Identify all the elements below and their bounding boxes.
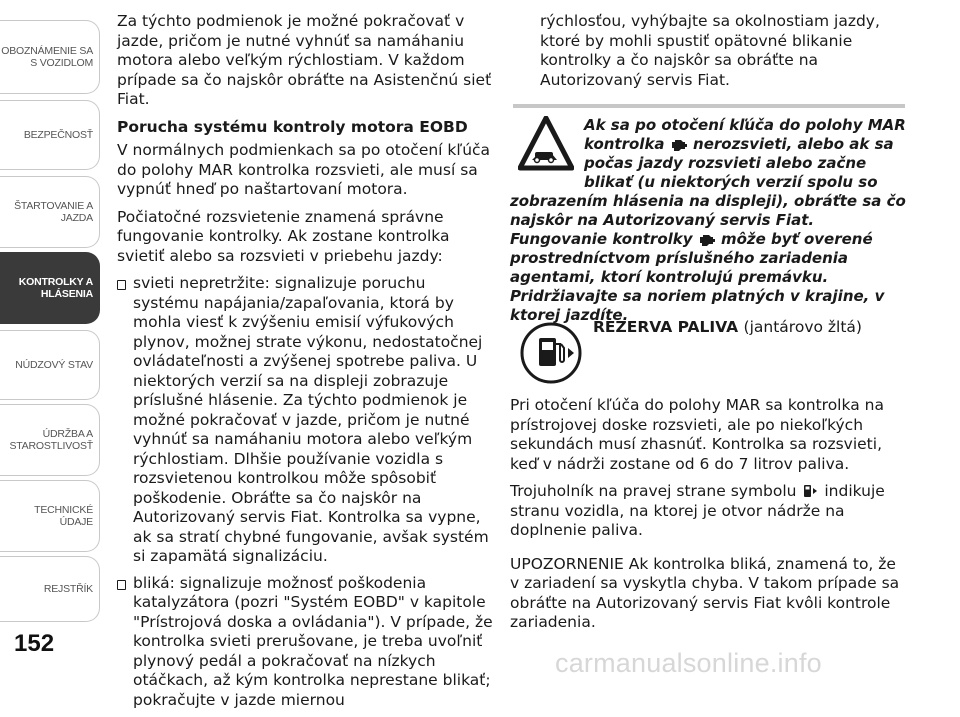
continuation-paragraph [510,12,910,98]
list-item-blinking [117,574,495,711]
fuel-reserve-heading [593,318,862,336]
fuel-reserve-icon [520,322,582,384]
warning-block [510,116,910,325]
list-item-steady-text: svieti nepretržite: signalizuje poruchu systému napájania/zapaľovania, ktorá by mohla viesť k zvýšeniu emisií výfukových plynov, možnej strate výkonu, nedostatočnej ovládateľnosti a zvýšenej spotrebe paliva. U niektorých verzií sa na displeji zobrazuje príslušné hlásenie. Za týchto podmienok je možné pokračovať v jazde, pričom je nutné vyhnúť sa namáhaniu motora alebo veľkým rýchlostiam. Dlhšie používanie vozidla s rozsvietenou kontrolkou môže spôsobiť poškodenie. Obráťte sa čo najskôr na Autorizovaný servis Fiat. Kontrolka sa vypne, ak sa stratí chybné fungovanie, avšak systém si zapamätá signalizáciu. [133,274,489,565]
page-number: 152 [14,630,55,657]
warning-text-c: môže byť overené prostredníctvom príslušného zariadenia agentami, ktorí kontrolujú premávku. Pridržiavajte sa noriem platných v krajine, v ktorej jazdíte. [510,230,885,324]
list-item-blinking-text: bliká: signalizuje možnosť poškodenia katalyzátora (pozri "Systém EOBD" v kapitole "Prístrojová doska a ovládania"). V prípade, že kontrolka svieti prerušovane, je treba uvoľniť plynový pedál a pokračovať na nízkych otáčkach, až kým kontrolka neprestane blikať; pokračujte v jazde miernou [133,573,493,709]
fuel-reserve-title: REZERVA PALIVA [593,318,739,336]
tab-nudzovy-stav[interactable]: NÚDZOVÝ STAV [0,330,100,400]
tab-technicke-udaje[interactable]: TECHNICKÉ ÚDAJE [0,480,100,552]
tab-oboznamenie[interactable]: OBOZNÁMENIE SA S VOZIDLOM [0,20,100,94]
warning-triangle-icon [518,116,574,172]
intro-paragraph: Za týchto podmienok je možné pokračovať v jazde, pričom je nutné vyhnúť sa namáhaniu motora alebo veľkým rýchlostiam. V každom prípade sa čo najskôr obráťte na Asistenčnú sieť Fiat. [117,12,492,108]
section-heading-eobd: Porucha systému kontroly motora EOBD [117,117,468,136]
list-item-steady [117,274,495,567]
fuel-paragraph-2a: Trojuholník na pravej strane symbolu [510,482,797,500]
warning-text-b: nerozsvieti, alebo ak sa počas jazdy rozsvieti alebo začne blikať (u niektorých verzií spolu so zobrazením hlásenia na displeji), obráťte sa čo najskôr na Autorizovaný servis Fiat. Fungovanie kontrolky [510,135,906,248]
tab-bezpecnost[interactable]: BEZPEČNOSŤ [0,100,100,170]
engine-icon [670,137,688,151]
watermark: carmanualsonline.info [555,648,822,678]
fuel-reserve-text [510,396,910,641]
tab-startovanie[interactable]: ŠTARTOVANIE A JAZDA [0,176,100,248]
tab-rejstrik[interactable]: REJSTŘÍK [0,556,100,622]
divider [513,104,905,108]
tab-kontrolky[interactable]: KONTROLKY A HLÁSENIA [0,252,100,324]
fuel-paragraph-3: UPOZORNENIE Ak kontrolka bliká, znamená to, že v zariadení sa vyskytla chyba. V takom prípade sa obráťte na Autorizovaný servis Fiat kvôli kontrole zariadenia. [510,554,900,631]
paragraph-initial-lighting: Počiatočné rozsvietenie znamená správne fungovanie kontrolky. Ak zostane kontrolka svietiť alebo sa rozsvieti v priebehu jazdy: [117,207,450,265]
continuation-text: rýchlosťou, vyhýbajte sa okolnostiam jazdy, ktoré by mohli spustiť opätovné blikanie kontrolky a čo najskôr sa obráťte na Autorizovaný servis Fiat. [540,12,880,89]
fuel-pump-icon [801,484,819,498]
fuel-reserve-color: (jantárovo žltá) [743,318,862,336]
left-column [117,12,495,717]
fuel-paragraph-2 [510,482,910,541]
paragraph-normal-conditions: V normálnych podmienkach sa po otočení kľúča do polohy MAR kontrolka rozsvieti, ale musí sa vypnúť hneď po naštartovaní motora. [117,141,491,198]
engine-icon [698,232,716,246]
fuel-paragraph-2b: indikuje stranu vozidla, na ktorej je otvor nádrže na doplnenie paliva. [510,482,885,539]
warning-text-a: Ak sa po otočení kľúča do polohy MAR kontrolka [584,116,906,153]
tab-udrzba[interactable]: ÚDRŽBA A STAROSTLIVOSŤ [0,404,100,476]
fuel-paragraph-1: Pri otočení kľúča do polohy MAR sa kontrolka na prístrojovej doske rozsvieti, ale po niekoľkých sekundách musí zhasnúť. Kontrolka sa rozsvieti, keď v nádrži zostane od 6 do 7 litrov paliva. [510,396,884,473]
